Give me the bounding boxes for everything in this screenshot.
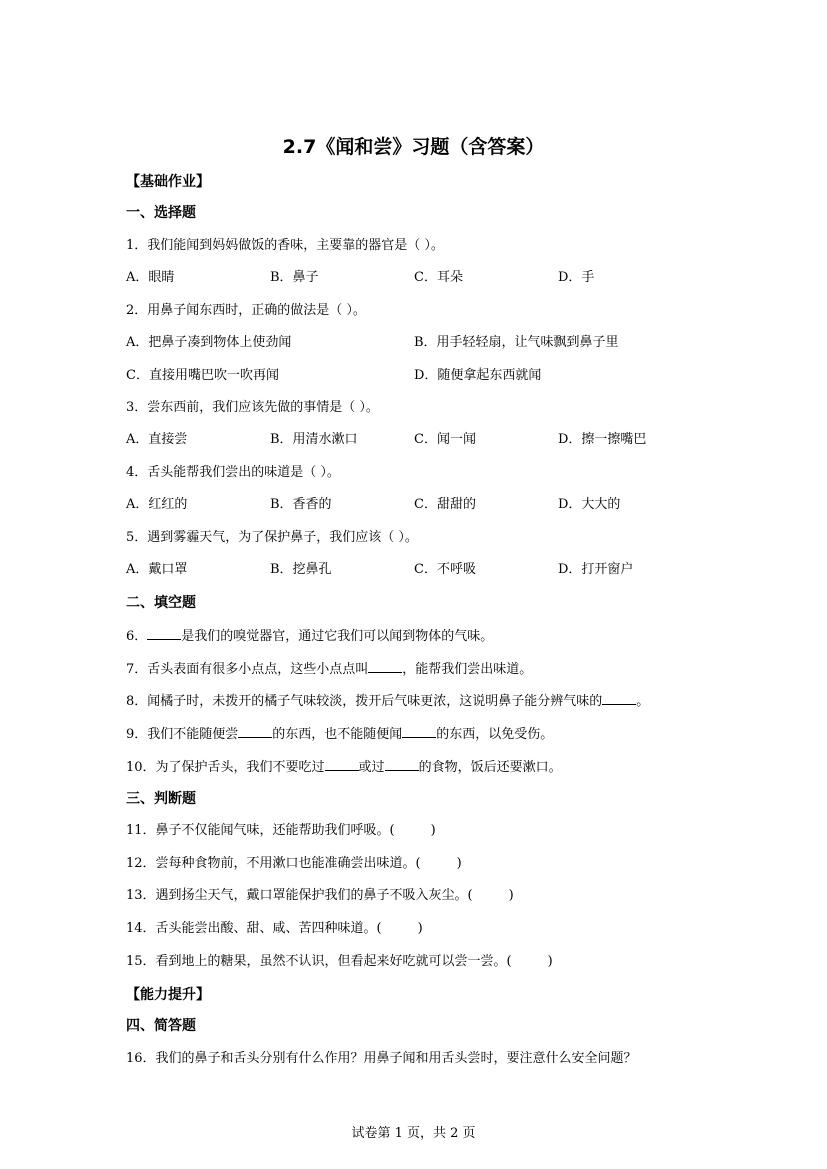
question-10: [126, 758, 562, 777]
section-ability: 【能力提升】: [126, 987, 210, 1003]
question-8-pre: 8．闻橘子时，未拨开的橘子气味较淡，拨开后气味更浓，这说明鼻子能分辨气味的: [126, 694, 603, 709]
question-14-text: 14．舌头能尝出酸、甜、咸、苦四种味道。(: [126, 921, 382, 936]
option-5c: C．不呼吸: [414, 562, 476, 577]
question-11-end: ): [430, 823, 436, 838]
question-12-text: 12．尝每种食物前，不用漱口也能准确尝出味道。(: [126, 856, 421, 871]
question-6-post: 是我们的嗅觉器官，通过它我们可以闻到物体的气味。: [181, 629, 494, 644]
question-11-text: 11．鼻子不仅能闻气味，还能帮助我们呼吸。(: [126, 823, 395, 838]
question-7-post: ，能帮我们尝出味道。: [402, 662, 533, 677]
question-12: [126, 855, 462, 873]
option-1c: C．耳朵: [414, 270, 463, 285]
question-4: 4．舌头能帮我们尝出的味道是（ ）。: [126, 465, 340, 480]
question-15-text: 15．看到地上的糖果，虽然不认识，但看起来好吃就可以尝一尝。(: [126, 954, 512, 969]
option-3d: D．擦一擦嘴巴: [558, 432, 647, 447]
option-3a: A．直接尝: [126, 432, 188, 447]
question-8-post: 。: [636, 694, 650, 709]
question-16: 16．我们的鼻子和舌头分别有什么作用？用鼻子闻和用舌头尝时，要注意什么安全问题？: [126, 1051, 637, 1066]
question-12-end: ): [456, 856, 462, 871]
question-7: [126, 660, 532, 679]
question-9-mid: 的东西，也不能随便闻: [272, 727, 403, 742]
question-14: [126, 920, 423, 938]
question-6-pre: 6．: [126, 629, 148, 644]
option-4d: D．大大的: [558, 497, 621, 512]
question-11: [126, 822, 436, 840]
option-3b: B．用清水漱口: [270, 432, 358, 447]
option-1b: B．鼻子: [270, 270, 319, 285]
question-10-mid: 或过: [358, 760, 385, 775]
question-1: 1．我们能闻到妈妈做饭的香味，主要靠的器官是（ ）。: [126, 238, 444, 253]
question-7-pre: 7．舌头表面有很多小点点，这些小点点叫: [126, 662, 369, 677]
part-judge-heading: 三、判断题: [126, 791, 196, 807]
answer-blank[interactable]: [238, 725, 272, 738]
answer-blank[interactable]: [368, 660, 402, 673]
option-1d: D．手: [558, 270, 595, 285]
question-10-post: 的食物，饭后还要漱口。: [418, 760, 562, 775]
page-footer: 试卷第 1 页，共 2 页: [351, 1126, 476, 1141]
answer-blank[interactable]: [385, 758, 419, 771]
question-13-text: 13．遇到扬尘天气，戴口罩能保护我们的鼻子不吸入灰尘。(: [126, 888, 473, 903]
answer-blank[interactable]: [147, 627, 181, 640]
question-13: [126, 887, 514, 905]
question-13-end: ): [508, 888, 514, 903]
option-1a: A．眼睛: [126, 270, 175, 285]
question-6: [126, 627, 493, 646]
question-9-post: 的东西，以免受伤。: [436, 727, 554, 742]
answer-blank[interactable]: [602, 692, 636, 705]
page-title: 2.7《闻和尝》习题（含答案）: [282, 136, 545, 158]
option-4b: B．香香的: [270, 497, 332, 512]
option-2c: C．直接用嘴巴吹一吹再闻: [126, 368, 279, 383]
option-5d: D．打开窗户: [558, 562, 634, 577]
question-5: 5．遇到雾霾天气，为了保护鼻子，我们应该（ ）。: [126, 530, 418, 545]
part-short-heading: 四、简答题: [126, 1018, 196, 1034]
option-4a: A．红红的: [126, 497, 188, 512]
option-4c: C．甜甜的: [414, 497, 476, 512]
part-choice-heading: 一、选择题: [126, 205, 196, 221]
option-2b: B．用手轻轻扇，让气味飘到鼻子里: [414, 335, 619, 350]
option-2a: A．把鼻子凑到物体上使劲闻: [126, 335, 292, 350]
option-2d: D．随便拿起东西就闻: [414, 368, 542, 383]
answer-blank[interactable]: [402, 725, 436, 738]
question-3: 3．尝东西前，我们应该先做的事情是（ ）。: [126, 400, 379, 415]
option-5b: B．挖鼻孔: [270, 562, 332, 577]
question-15-end: ): [547, 954, 553, 969]
option-3c: C．闻一闻: [414, 432, 476, 447]
part-fill-heading: 二、填空题: [126, 595, 196, 611]
answer-blank[interactable]: [325, 758, 359, 771]
question-14-end: ): [417, 921, 423, 936]
option-5a: A．戴口罩: [126, 562, 188, 577]
section-basic: 【基础作业】: [126, 174, 210, 190]
question-15: [126, 953, 553, 971]
question-2: 2．用鼻子闻东西时，正确的做法是（ ）。: [126, 303, 366, 318]
question-9: [126, 725, 553, 744]
question-9-pre: 9．我们不能随便尝: [126, 727, 239, 742]
question-10-pre: 10．为了保护舌头，我们不要吃过: [126, 760, 325, 775]
question-8: [126, 692, 649, 711]
